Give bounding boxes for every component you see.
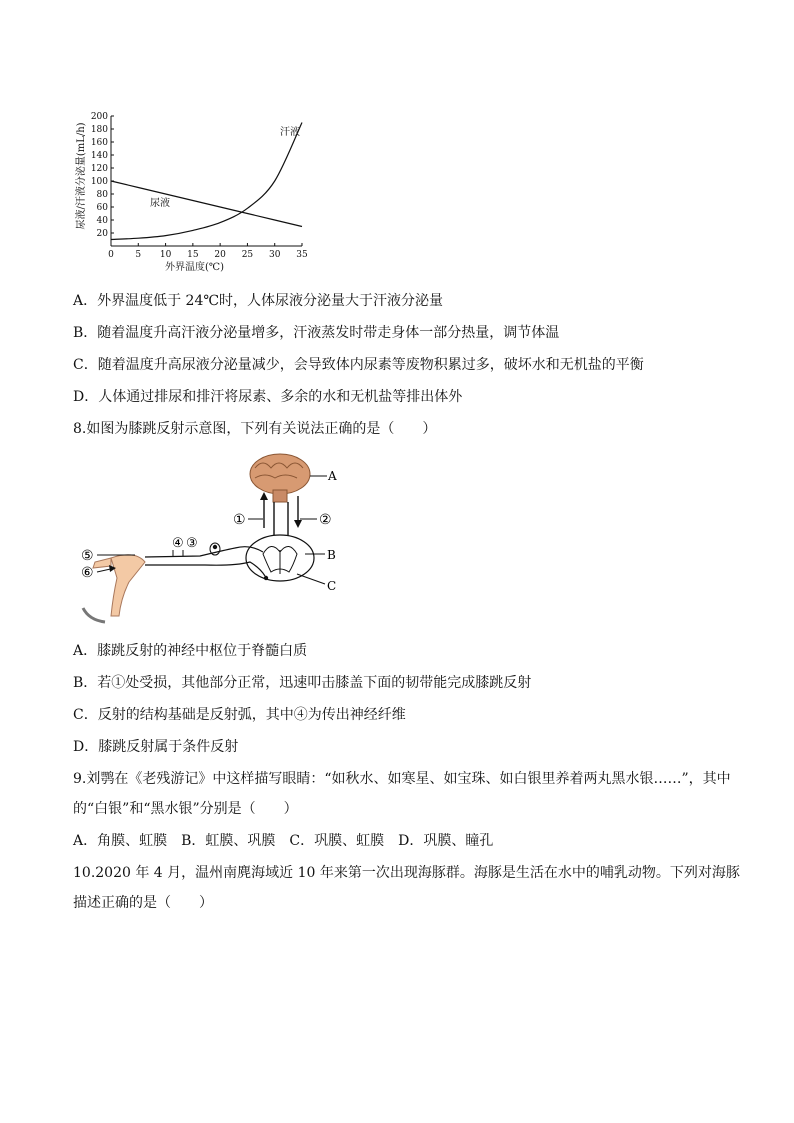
q10-stem-line1: 10.2020 年 4 月，温州南麂海域近 10 年来第一次出现海豚群。海豚是生活在水中的哺乳动物。下列对海豚 [73, 865, 740, 881]
q8-option-c: C．反射的结构基础是反射弧，其中④为传出神经纤维 [73, 707, 406, 723]
y-tick-label: 100 [90, 177, 108, 187]
q8-option-b: B．若①处受损，其他部分正常，迅速叩击膝盖下面的韧带能完成膝跳反射 [73, 675, 532, 691]
label-2: ② [319, 512, 332, 528]
x-tick-label: 10 [159, 250, 172, 260]
series-label-urine: 尿液 [150, 198, 170, 209]
knee-jerk-diagram [75, 450, 355, 630]
q8-option-d: D．膝跳反射属于条件反射 [73, 739, 239, 755]
label-c: C [327, 579, 337, 593]
label-3: ③ [186, 536, 198, 551]
label-a: A [328, 469, 337, 483]
x-tick-label: 20 [214, 250, 226, 260]
x-tick-label: 35 [296, 250, 308, 260]
secretion-chart [70, 108, 320, 278]
y-tick-label: 160 [90, 138, 108, 148]
y-tick-label: 120 [90, 164, 108, 174]
x-tick-label: 0 [108, 250, 114, 260]
q9-options: A．角膜、虹膜 B．虹膜、巩膜 C．巩膜、虹膜 D．巩膜、瞳孔 [73, 833, 494, 849]
q7-option-c: C．随着温度升高尿液分泌量减少，会导致体内尿素等废物积累过多，破坏水和无机盐的平衡 [73, 357, 644, 373]
q7-option-d: D．人体通过排尿和排汗将尿素、多余的水和无机盐等排出体外 [73, 389, 463, 405]
label-5: ⑤ [81, 548, 94, 564]
chart-x-axis-label: 外界温度(℃) [165, 262, 224, 273]
y-tick-label: 200 [90, 112, 108, 122]
y-tick-label: 20 [96, 229, 108, 239]
x-tick-label: 30 [268, 250, 281, 260]
x-tick-label: 5 [135, 250, 142, 260]
q8-option-a: A．膝跳反射的神经中枢位于脊髓白质 [73, 643, 308, 659]
series-line-urine [111, 181, 302, 227]
y-tick-label: 60 [96, 203, 108, 213]
q7-option-b: B．随着温度升高汗液分泌量增多，汗液蒸发时带走身体一部分热量，调节体温 [73, 325, 560, 341]
x-tick-label: 25 [241, 250, 254, 260]
q10-stem-line2: 描述正确的是（ ） [73, 895, 213, 911]
q8-stem: 8.如图为膝跳反射示意图，下列有关说法正确的是（ ） [73, 421, 437, 437]
label-6: ⑥ [81, 565, 94, 581]
q9-stem-line1: 9.刘鹗在《老残游记》中这样描写眼睛：“如秋水、如寒星、如宝珠、如白银里养着两丸黑水银……”，其中 [73, 771, 731, 787]
series-line-sweat [111, 123, 302, 240]
chart-y-axis-label: 尿液/汗液分泌量(mL/h) [76, 122, 87, 230]
q9-stem-line2: 的“白银”和“黑水银”分别是（ ） [73, 801, 298, 817]
label-4: ④ [172, 536, 184, 551]
q7-option-a: A．外界温度低于 24℃时，人体尿液分泌量大于汗液分泌量 [73, 293, 444, 309]
x-tick-label: 15 [187, 250, 199, 260]
series-label-sweat: 汗液 [280, 127, 300, 138]
y-tick-label: 40 [96, 216, 108, 226]
label-b: B [327, 548, 336, 562]
y-tick-label: 140 [90, 151, 108, 161]
y-tick-label: 180 [90, 125, 108, 135]
y-tick-label: 80 [96, 190, 108, 200]
label-1: ① [233, 512, 246, 528]
brain-illustration [250, 454, 310, 502]
